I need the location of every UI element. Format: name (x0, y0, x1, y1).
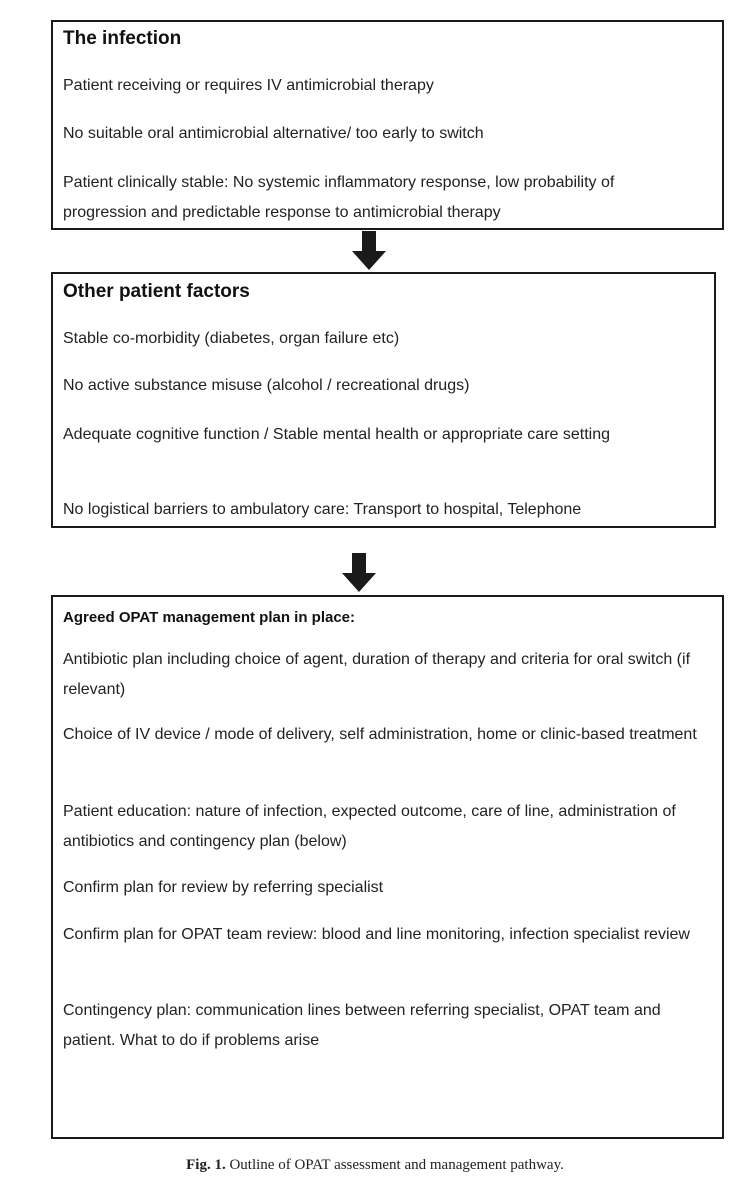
opat-plan-item-opat-team-review: Confirm plan for OPAT team review: blood and line monitoring, infection specialist review (63, 926, 690, 943)
down-arrow-icon (351, 231, 387, 271)
patient-factors-item-substance-misuse: No active substance misuse (alcohol / recreational drugs) (63, 377, 470, 394)
opat-plan-item-patient-education: Patient education: nature of infection, expected outcome, care of line, administration of antibiotics and contingency plan (below) (63, 803, 676, 850)
patient-factors-item-logistics: No logistical barriers to ambulatory care: Transport to hospital, Telephone (63, 501, 582, 518)
infection-item-clinically-stable: Patient clinically stable: No systemic inflammatory response, low probability of progression and predictable response to antimicrobial therapy (63, 174, 615, 221)
figure-caption-text: Outline of OPAT assessment and management pathway. (229, 1157, 564, 1173)
opat-plan-item-referring-specialist-review: Confirm plan for review by referring specialist (63, 879, 384, 896)
down-arrow-icon (341, 553, 377, 593)
infection-box (51, 20, 724, 230)
figure-caption (0, 1157, 750, 1174)
patient-factors-item-cognitive-function: Adequate cognitive function / Stable mental health or appropriate care setting (63, 426, 611, 443)
infection-box-title: The infection (63, 28, 182, 49)
patient-factors-box (51, 272, 716, 528)
patient-factors-box-title: Other patient factors (63, 281, 250, 302)
infection-item-iv-therapy: Patient receiving or requires IV antimicrobial therapy (63, 77, 434, 94)
figure-caption-label: Fig. 1. (186, 1157, 226, 1173)
patient-factors-item-comorbidity: Stable co-morbidity (diabetes, organ failure etc) (63, 330, 400, 347)
opat-plan-box-title: Agreed OPAT management plan in place: (63, 609, 356, 626)
opat-plan-box (51, 595, 724, 1139)
opat-plan-item-contingency-plan: Contingency plan: communication lines between referring specialist, OPAT team and patient. What to do if problems arise (63, 1002, 661, 1049)
opat-plan-item-iv-device: Choice of IV device / mode of delivery, self administration, home or clinic-based treatment (63, 726, 697, 743)
opat-plan-item-antibiotic-plan: Antibiotic plan including choice of agent, duration of therapy and criteria for oral switch (if relevant) (63, 651, 691, 698)
infection-item-no-oral-alternative: No suitable oral antimicrobial alternative/ too early to switch (63, 125, 484, 142)
